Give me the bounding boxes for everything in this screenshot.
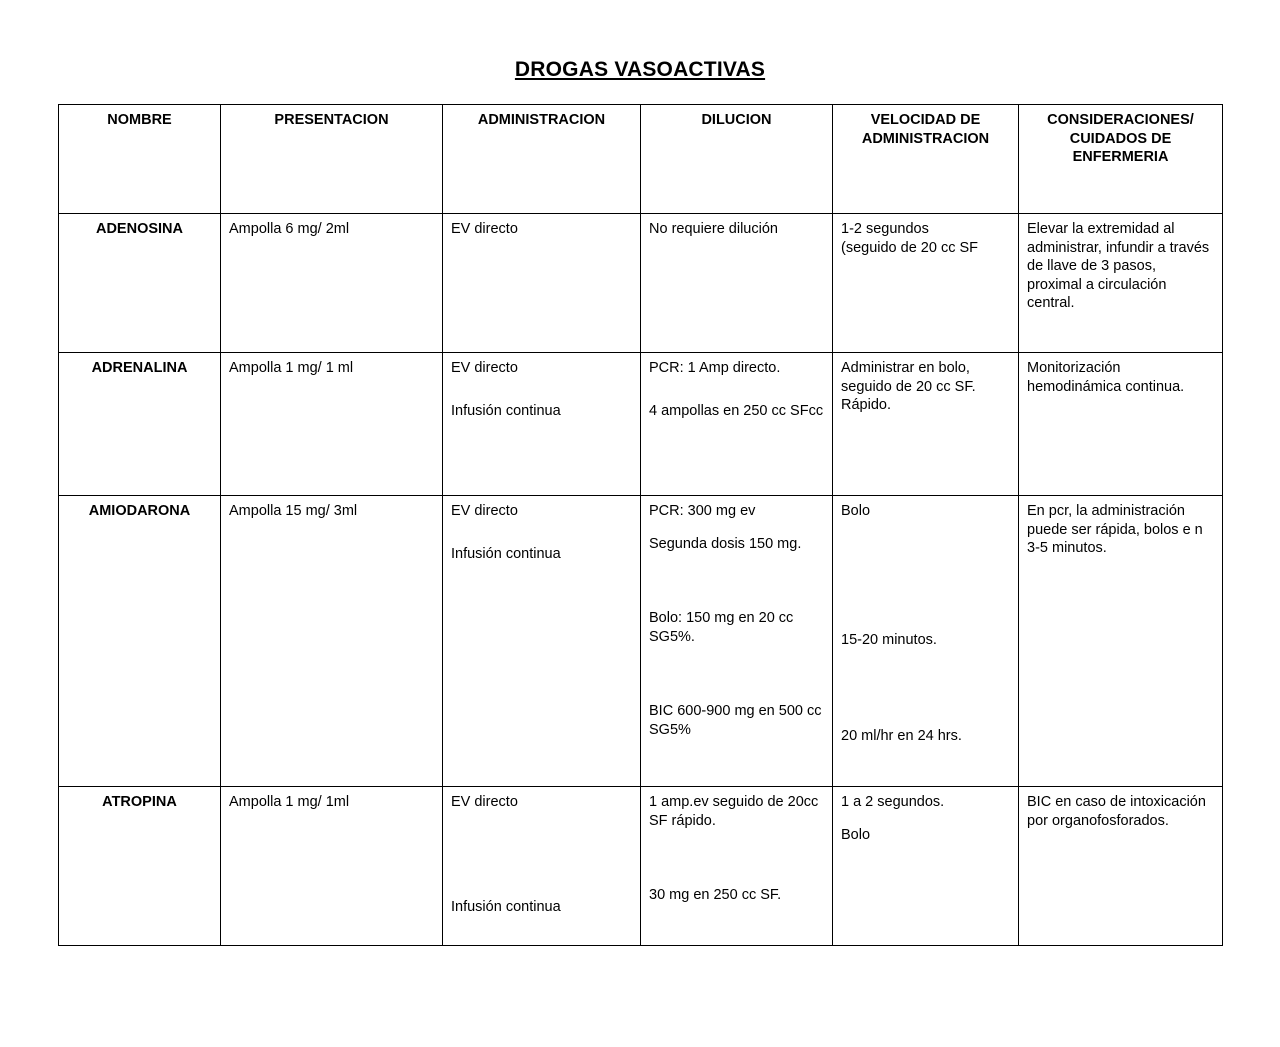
cell-administracion (443, 496, 641, 787)
cell-velocidad (833, 787, 1019, 946)
table-header-row (59, 105, 1223, 214)
table-row (59, 214, 1223, 353)
cell-nombre: ATROPINA (59, 787, 221, 946)
drug-table (58, 104, 1223, 946)
cell-nombre: ADENOSINA (59, 214, 221, 353)
cell-dilucion (641, 214, 833, 353)
administracion-line: EV directo (451, 221, 518, 237)
velocidad-line: Bolo (841, 503, 871, 519)
cell-presentacion: Ampolla 1 mg/ 1ml (221, 787, 443, 946)
cell-administracion (443, 214, 641, 353)
dilucion-line: Segunda dosis 150 mg. (649, 535, 802, 552)
dilucion-line: PCR: 300 mg ev (649, 503, 756, 519)
drug-table-container (58, 104, 1222, 946)
administracion-line: EV directo (451, 794, 518, 810)
administracion-line: EV directo (451, 360, 518, 376)
table-row (59, 353, 1223, 496)
table-row (59, 787, 1223, 946)
velocidad-line: 1 a 2 segundos. (841, 794, 945, 810)
dilucion-line: BIC 600-900 mg en 500 cc SG5% (649, 703, 822, 738)
cell-administracion (443, 787, 641, 946)
cell-dilucion (641, 496, 833, 787)
dilucion-line: 30 mg en 250 cc SF. (649, 887, 782, 904)
velocidad-line: Bolo (841, 826, 871, 843)
administracion-line: Infusión continua (451, 545, 561, 562)
velocidad-line: 15-20 minutos. (841, 631, 937, 648)
cell-velocidad (833, 496, 1019, 787)
cell-nombre: AMIODARONA (59, 496, 221, 787)
cell-nombre: ADRENALINA (59, 353, 221, 496)
page-title: DROGAS VASOACTIVAS (514, 58, 766, 81)
column-header-administracion: ADMINISTRACION (443, 105, 641, 214)
consideraciones-line: En pcr, la administración puede ser rápida, bolos e n 3-5 minutos. (1027, 503, 1203, 557)
velocidad-line: Administrar en bolo, seguido de 20 cc SF. Rápido. (841, 360, 976, 414)
dilucion-line: PCR: 1 Amp directo. (649, 360, 781, 376)
cell-presentacion: Ampolla 6 mg/ 2ml (221, 214, 443, 353)
cell-consideraciones (1019, 353, 1223, 496)
dilucion-line: No requiere dilución (649, 221, 778, 237)
column-header-dilucion: DILUCION (641, 105, 833, 214)
cell-administracion (443, 353, 641, 496)
velocidad-line: (seguido de 20 cc SF (841, 239, 979, 256)
column-header-velocidad: VELOCIDAD DE ADMINISTRACION (833, 105, 1019, 214)
cell-dilucion (641, 353, 833, 496)
administracion-line: Infusión continua (451, 898, 561, 915)
table-header (59, 105, 1223, 214)
cell-consideraciones (1019, 214, 1223, 353)
document-page (0, 58, 1280, 1047)
dilucion-line: 1 amp.ev seguido de 20cc SF rápido. (649, 794, 819, 829)
cell-presentacion: Ampolla 1 mg/ 1 ml (221, 353, 443, 496)
dilucion-line: 4 ampollas en 250 cc SFcc (649, 402, 824, 419)
cell-consideraciones (1019, 787, 1223, 946)
cell-consideraciones (1019, 496, 1223, 787)
cell-dilucion (641, 787, 833, 946)
cell-presentacion: Ampolla 15 mg/ 3ml (221, 496, 443, 787)
table-row (59, 496, 1223, 787)
consideraciones-line: Monitorización hemodinámica continua. (1027, 360, 1185, 395)
velocidad-line: 1-2 segundos (841, 221, 929, 237)
column-header-nombre: NOMBRE (59, 105, 221, 214)
column-header-consideraciones: CONSIDERACIONES/ CUIDADOS DE ENFERMERIA (1019, 105, 1223, 214)
column-header-presentacion: PRESENTACION (221, 105, 443, 214)
administracion-line: Infusión continua (451, 402, 561, 419)
consideraciones-line: BIC en caso de intoxicación por organofosforados. (1027, 794, 1206, 829)
administracion-line: EV directo (451, 503, 518, 519)
table-body (59, 214, 1223, 946)
dilucion-line: Bolo: 150 mg en 20 cc SG5%. (649, 610, 794, 645)
consideraciones-line: Elevar la extremidad al administrar, infundir a través de llave de 3 pasos, proximal a circulación central. (1027, 221, 1210, 312)
cell-velocidad (833, 353, 1019, 496)
cell-velocidad (833, 214, 1019, 353)
velocidad-line: 20 ml/hr en 24 hrs. (841, 728, 962, 745)
